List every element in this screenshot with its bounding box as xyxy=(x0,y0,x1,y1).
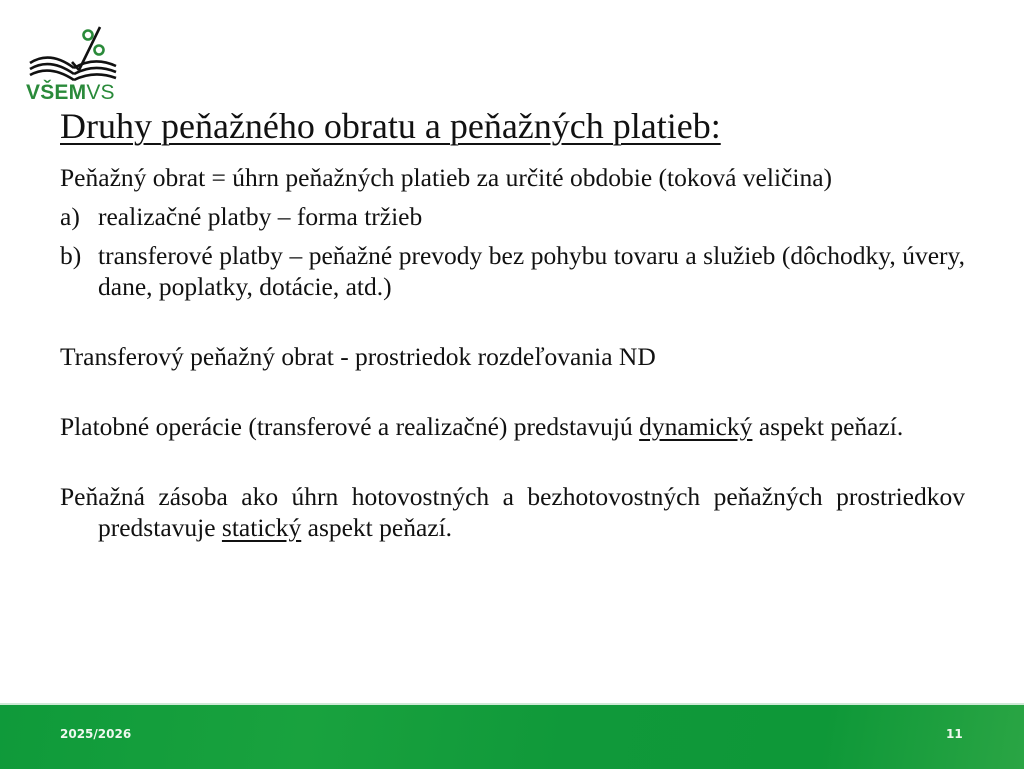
slide-number: 11 xyxy=(946,727,963,741)
logo-brand-light: VS xyxy=(86,81,115,104)
list-item-text: transferové platby – peňažné prevody bez pohybu tovaru a služieb (dôchodky, úvery, dane, poplatky, dotácie, atd.) xyxy=(98,241,965,301)
footer-bar xyxy=(0,703,1024,769)
stock-text-before: Peňažná zásoba ako úhrn hotovostných a bezhotovostných peňažných prostriedkov predstavuje xyxy=(60,482,965,542)
operations-text-after: aspekt peňazí. xyxy=(752,412,904,441)
stock-text-after: aspekt peňazí. xyxy=(301,513,453,542)
dynamic-term: dynamický xyxy=(639,412,753,441)
book-percent-icon xyxy=(22,22,122,84)
spacer xyxy=(60,310,965,341)
operations-text-before: Platobné operácie (transferové a realizačné) predstavujú xyxy=(60,412,640,441)
logo-wordmark xyxy=(26,82,115,103)
list-marker: b) xyxy=(60,241,82,270)
list-item xyxy=(60,201,965,232)
list-marker: a) xyxy=(60,202,80,231)
footer-date: 2025/2026 xyxy=(60,727,132,741)
spacer xyxy=(60,380,965,411)
definition-paragraph: Peňažný obrat = úhrn peňažných platieb za určité obdobie (toková veličina) xyxy=(60,163,832,192)
list-item-text: realizačné platby – forma tržieb xyxy=(98,202,423,231)
static-term: statický xyxy=(221,513,302,542)
stock-paragraph xyxy=(60,481,965,543)
operations-paragraph xyxy=(60,411,965,442)
logo-brand-bold: VŠEM xyxy=(26,81,87,104)
slide-body xyxy=(60,162,965,551)
list-item xyxy=(60,240,965,302)
slide-title: Druhy peňažného obratu a peňažných platieb: xyxy=(60,106,721,146)
transfer-paragraph: Transferový peňažný obrat - prostriedok rozdeľovania ND xyxy=(60,342,656,371)
spacer xyxy=(60,450,965,481)
